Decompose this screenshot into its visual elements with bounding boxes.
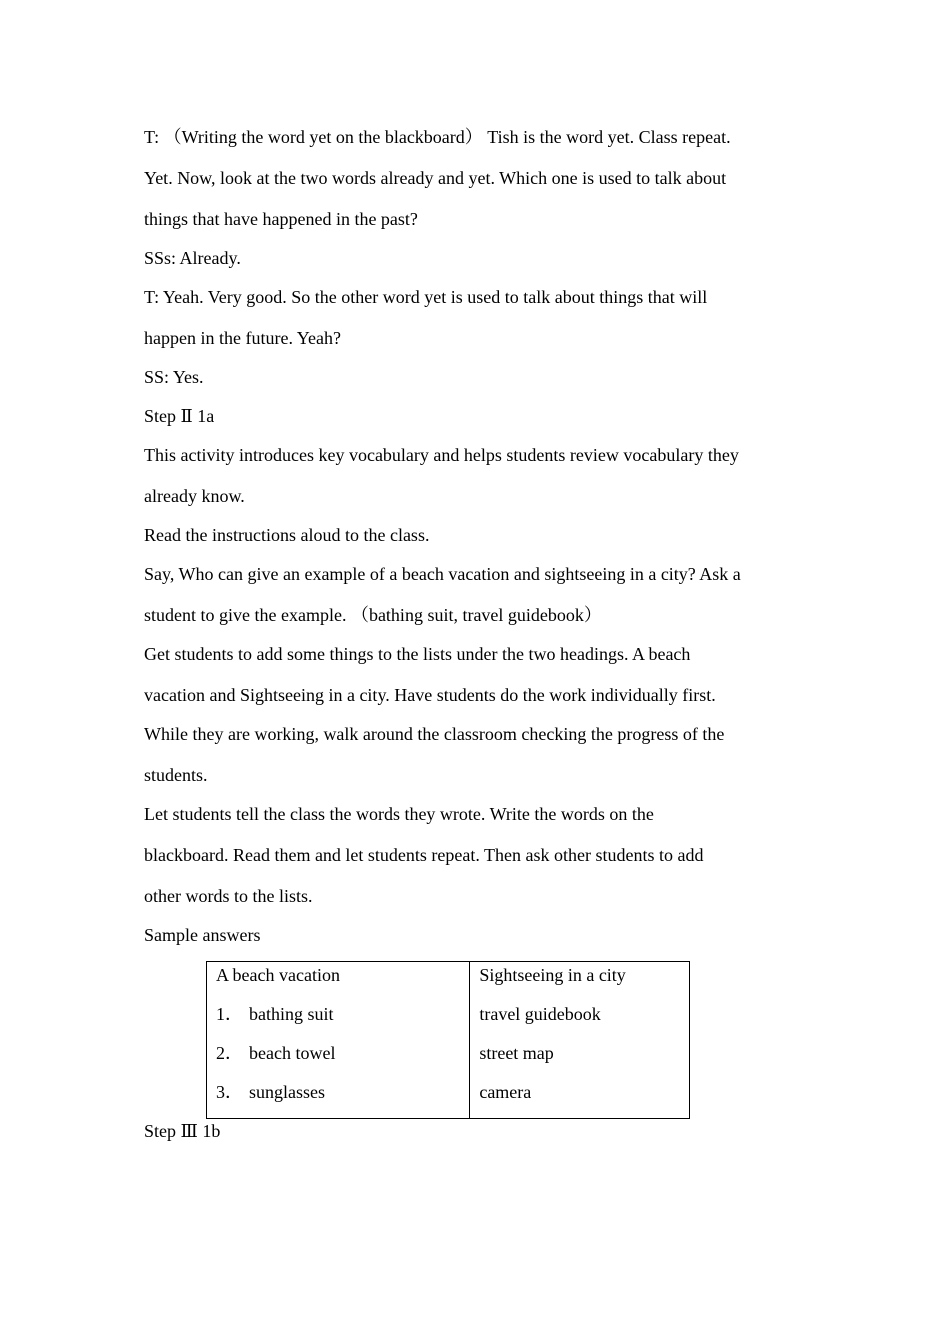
table-row — [207, 1079, 469, 1118]
row-number: 3． — [216, 1082, 243, 1102]
row-item: street map — [479, 1043, 554, 1063]
step-heading: Step Ⅱ 1a — [144, 406, 215, 426]
row-number: 1． — [216, 1004, 243, 1024]
paragraph-line: happen in the future. Yeah? — [144, 328, 341, 348]
row-item: camera — [479, 1082, 532, 1102]
paragraph-line: student to give the example. （bathing suit, travel guidebook） — [144, 605, 602, 625]
paragraph-line: Get students to add some things to the lists under the two headings. A beach — [144, 644, 691, 664]
paragraph-line: While they are working, walk around the classroom checking the progress of the — [144, 724, 725, 744]
paragraph-line: Yet. Now, look at the two words already and yet. Which one is used to talk about — [144, 168, 727, 188]
sample-answers-table — [206, 961, 690, 1119]
paragraph-line: already know. — [144, 486, 245, 506]
document-body — [144, 124, 804, 1157]
paragraph-line: Read the instructions aloud to the class. — [144, 525, 430, 545]
paragraph-line: Let students tell the class the words they wrote. Write the words on the — [144, 804, 654, 824]
table-header-beach: A beach vacation — [216, 965, 340, 985]
paragraph-line: SSs: Already. — [144, 248, 241, 268]
paragraph-line: students. — [144, 765, 208, 785]
paragraph-line: SS: Yes. — [144, 367, 204, 387]
step-heading: Step Ⅲ 1b — [144, 1121, 221, 1141]
paragraph-line: things that have happened in the past? — [144, 209, 418, 229]
table-header-sightseeing: Sightseeing in a city — [479, 965, 626, 985]
sightseeing-column — [470, 962, 690, 1119]
paragraph-line: vacation and Sightseeing in a city. Have students do the work individually first. — [144, 685, 716, 705]
beach-vacation-column — [207, 962, 470, 1119]
row-item: beach towel — [249, 1043, 336, 1063]
row-item: bathing suit — [249, 1004, 334, 1024]
paragraph-line: other words to the lists. — [144, 886, 313, 906]
table-row — [207, 1001, 469, 1040]
paragraph-line: Say, Who can give an example of a beach vacation and sightseeing in a city? Ask a — [144, 564, 741, 584]
table-row — [207, 1040, 469, 1079]
paragraph-line: T: Yeah. Very good. So the other word yet is used to talk about things that will — [144, 287, 708, 307]
row-number: 2． — [216, 1043, 243, 1063]
row-item: sunglasses — [249, 1082, 325, 1102]
row-item: travel guidebook — [479, 1004, 601, 1024]
paragraph-line: This activity introduces key vocabulary and helps students review vocabulary they — [144, 445, 739, 465]
sample-answers-label: Sample answers — [144, 925, 261, 945]
paragraph-line: T: （Writing the word yet on the blackboard） Tish is the word yet. Class repeat. — [144, 127, 731, 147]
paragraph-line: blackboard. Read them and let students repeat. Then ask other students to add — [144, 845, 704, 865]
